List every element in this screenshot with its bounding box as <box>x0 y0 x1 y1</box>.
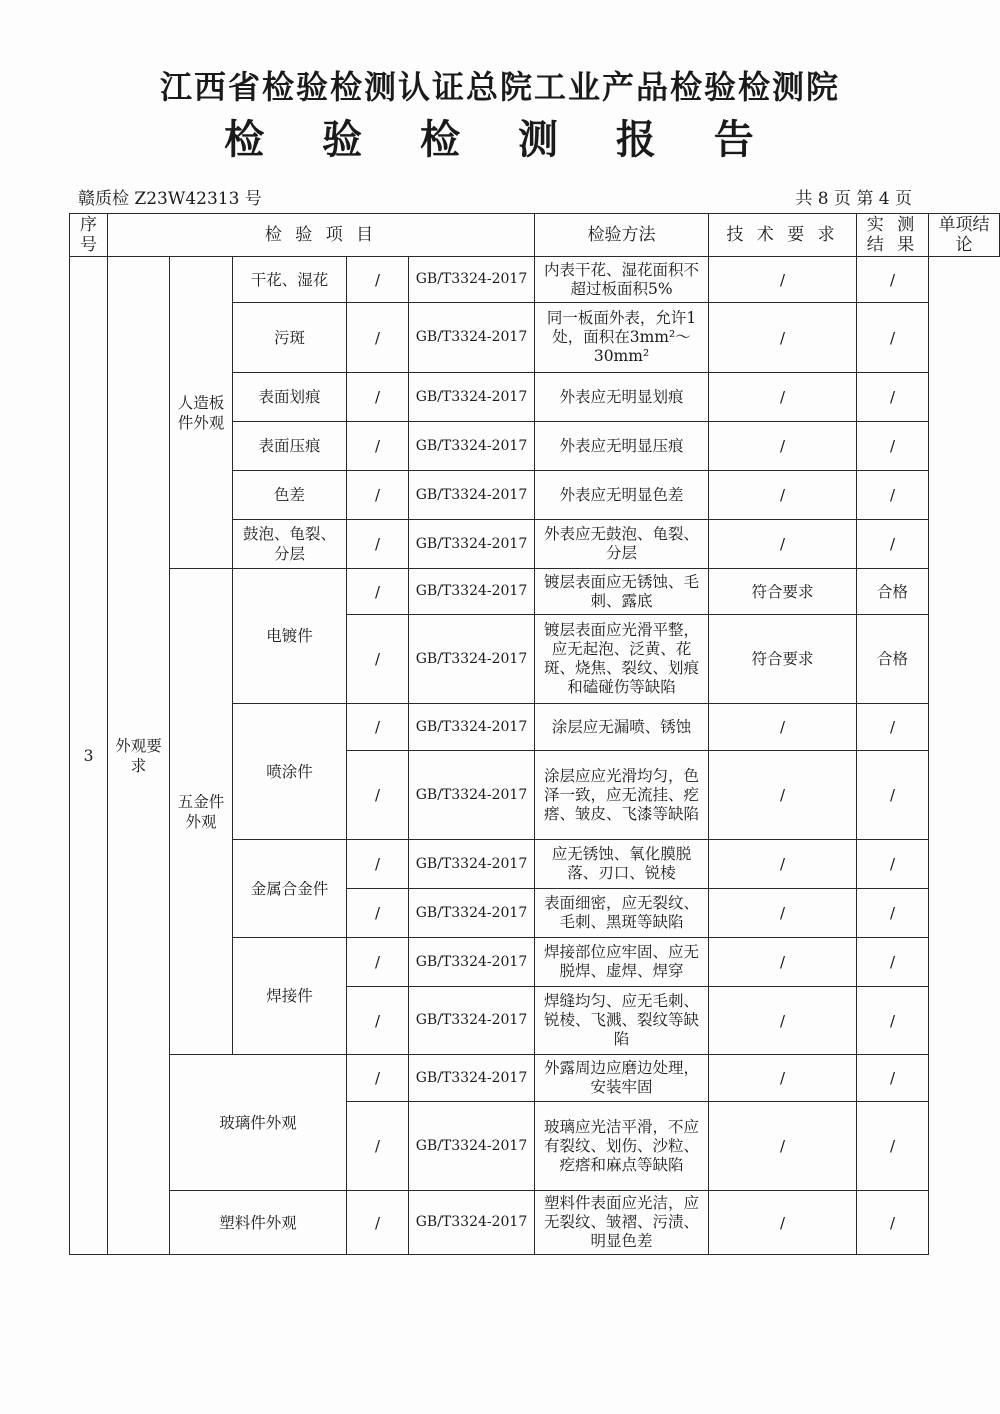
result-cell: / <box>709 1102 857 1191</box>
header-row <box>70 214 1000 257</box>
conclusion-cell: / <box>857 257 929 303</box>
slash-cell: / <box>347 615 409 704</box>
conclusion-cell: / <box>857 751 929 840</box>
requirement-cell: 玻璃应光洁平滑，不应有裂纹、划伤、沙粒、疙瘩和麻点等缺陷 <box>535 1102 709 1191</box>
table-row <box>70 569 1000 615</box>
item-cell: 表面压痕 <box>233 422 347 471</box>
slash-cell: / <box>347 751 409 840</box>
table-row <box>70 257 1000 303</box>
requirement-cell: 外表应无明显压痕 <box>535 422 709 471</box>
col-header-method: 检验方法 <box>535 214 709 257</box>
group-wood: 人造板件外观 <box>170 257 233 569</box>
requirement-cell: 镀层表面应光滑平整，应无起泡、泛黄、花斑、烧焦、裂纹、划痕和磕碰伤等缺陷 <box>535 615 709 704</box>
table-row <box>70 1055 1000 1102</box>
report-title: 检 验 检 测 报 告 <box>224 117 776 163</box>
page-indicator: 共 8 页 第 4 页 <box>795 189 912 209</box>
result-cell: / <box>709 1055 857 1102</box>
col-header-requirement: 技 术 要 求 <box>709 214 857 257</box>
requirement-cell: 外表应无明显划痕 <box>535 373 709 422</box>
col-header-item: 检 验 项 目 <box>108 214 535 257</box>
requirement-cell: 同一板面外表，允许1处，面积在3mm²～30mm² <box>535 303 709 373</box>
conclusion-cell: / <box>857 471 929 520</box>
method-cell: GB/T3324-2017 <box>409 422 535 471</box>
result-cell: / <box>709 1191 857 1255</box>
group-plastic: 塑料件外观 <box>170 1191 347 1255</box>
seq-cell: 3 <box>70 257 108 1255</box>
result-cell: / <box>709 938 857 987</box>
method-cell: GB/T3324-2017 <box>409 1055 535 1102</box>
result-cell: / <box>709 889 857 938</box>
conclusion-cell: / <box>857 1191 929 1255</box>
conclusion-cell: / <box>857 704 929 751</box>
inspection-table <box>69 213 1000 1255</box>
item-cell: 污斑 <box>233 303 347 373</box>
result-cell: 符合要求 <box>709 569 857 615</box>
result-cell: / <box>709 751 857 840</box>
method-cell: GB/T3324-2017 <box>409 1191 535 1255</box>
category-cell: 外观要求 <box>108 257 170 1255</box>
slash-cell: / <box>347 840 409 889</box>
requirement-cell: 内表干花、湿花面积不超过板面积5% <box>535 257 709 303</box>
requirement-cell: 表面细密，应无裂纹、毛刺、黑斑等缺陷 <box>535 889 709 938</box>
method-cell: GB/T3324-2017 <box>409 303 535 373</box>
requirement-cell: 焊接部位应牢固、应无脱焊、虚焊、焊穿 <box>535 938 709 987</box>
item-cell: 鼓泡、龟裂、分层 <box>233 520 347 569</box>
conclusion-cell: / <box>857 938 929 987</box>
requirement-cell: 镀层表面应无锈蚀、毛刺、露底 <box>535 569 709 615</box>
slash-cell: / <box>347 1191 409 1255</box>
method-cell: GB/T3324-2017 <box>409 520 535 569</box>
conclusion-cell: / <box>857 303 929 373</box>
group-hardware: 五金件外观 <box>170 569 233 1055</box>
method-cell: GB/T3324-2017 <box>409 889 535 938</box>
method-cell: GB/T3324-2017 <box>409 569 535 615</box>
requirement-cell: 应无锈蚀、氧化膜脱落、刃口、锐棱 <box>535 840 709 889</box>
col-header-conclusion: 单项结论 <box>929 214 1000 257</box>
requirement-cell: 涂层应无漏喷、锈蚀 <box>535 704 709 751</box>
slash-cell: / <box>347 987 409 1055</box>
slash-cell: / <box>347 889 409 938</box>
result-cell: / <box>709 422 857 471</box>
group-glass: 玻璃件外观 <box>170 1055 347 1191</box>
conclusion-cell: / <box>857 520 929 569</box>
method-cell: GB/T3324-2017 <box>409 257 535 303</box>
subitem-plating: 电镀件 <box>233 569 347 704</box>
col-header-seq: 序号 <box>70 214 108 257</box>
result-cell: / <box>709 520 857 569</box>
slash-cell: / <box>347 1055 409 1102</box>
method-cell: GB/T3324-2017 <box>409 471 535 520</box>
slash-cell: / <box>347 257 409 303</box>
conclusion-cell: 合格 <box>857 615 929 704</box>
method-cell: GB/T3324-2017 <box>409 751 535 840</box>
slash-cell: / <box>347 938 409 987</box>
result-cell: / <box>709 257 857 303</box>
result-cell: / <box>709 987 857 1055</box>
slash-cell: / <box>347 569 409 615</box>
conclusion-cell: / <box>857 1055 929 1102</box>
subitem-alloy: 金属合金件 <box>233 840 347 938</box>
result-cell: / <box>709 303 857 373</box>
slash-cell: / <box>347 704 409 751</box>
method-cell: GB/T3324-2017 <box>409 938 535 987</box>
conclusion-cell: / <box>857 987 929 1055</box>
method-cell: GB/T3324-2017 <box>409 373 535 422</box>
slash-cell: / <box>347 422 409 471</box>
slash-cell: / <box>347 520 409 569</box>
result-cell: / <box>709 373 857 422</box>
subitem-spray: 喷涂件 <box>233 704 347 840</box>
method-cell: GB/T3324-2017 <box>409 1102 535 1191</box>
slash-cell: / <box>347 373 409 422</box>
requirement-cell: 涂层应应光滑均匀，色泽一致，应无流挂、疙瘩、皱皮、飞漆等缺陷 <box>535 751 709 840</box>
subitem-weld: 焊接件 <box>233 938 347 1055</box>
slash-cell: / <box>347 471 409 520</box>
result-cell: / <box>709 840 857 889</box>
method-cell: GB/T3324-2017 <box>409 840 535 889</box>
conclusion-cell: 合格 <box>857 569 929 615</box>
requirement-cell: 外表应无鼓泡、龟裂、分层 <box>535 520 709 569</box>
item-cell: 表面划痕 <box>233 373 347 422</box>
result-cell: 符合要求 <box>709 615 857 704</box>
conclusion-cell: / <box>857 422 929 471</box>
slash-cell: / <box>347 1102 409 1191</box>
slash-cell: / <box>347 303 409 373</box>
conclusion-cell: / <box>857 889 929 938</box>
requirement-cell: 外表应无明显色差 <box>535 471 709 520</box>
item-cell: 干花、湿花 <box>233 257 347 303</box>
institution-title: 江西省检验检测认证总院工业产品检验检测院 <box>159 68 840 106</box>
col-header-result: 实 测 结 果 <box>857 214 929 257</box>
result-cell: / <box>709 704 857 751</box>
table-row <box>70 1191 1000 1255</box>
method-cell: GB/T3324-2017 <box>409 615 535 704</box>
method-cell: GB/T3324-2017 <box>409 704 535 751</box>
conclusion-cell: / <box>857 1102 929 1191</box>
conclusion-cell: / <box>857 373 929 422</box>
item-cell: 色差 <box>233 471 347 520</box>
conclusion-cell: / <box>857 840 929 889</box>
method-cell: GB/T3324-2017 <box>409 987 535 1055</box>
requirement-cell: 外露周边应磨边处理，安装牢固 <box>535 1055 709 1102</box>
result-cell: / <box>709 471 857 520</box>
report-number: 赣质检 Z23W42313 号 <box>78 189 262 209</box>
requirement-cell: 塑料件表面应光洁，应无裂纹、皱褶、污渍、明显色差 <box>535 1191 709 1255</box>
requirement-cell: 焊缝均匀、应无毛刺、锐棱、飞溅、裂纹等缺陷 <box>535 987 709 1055</box>
